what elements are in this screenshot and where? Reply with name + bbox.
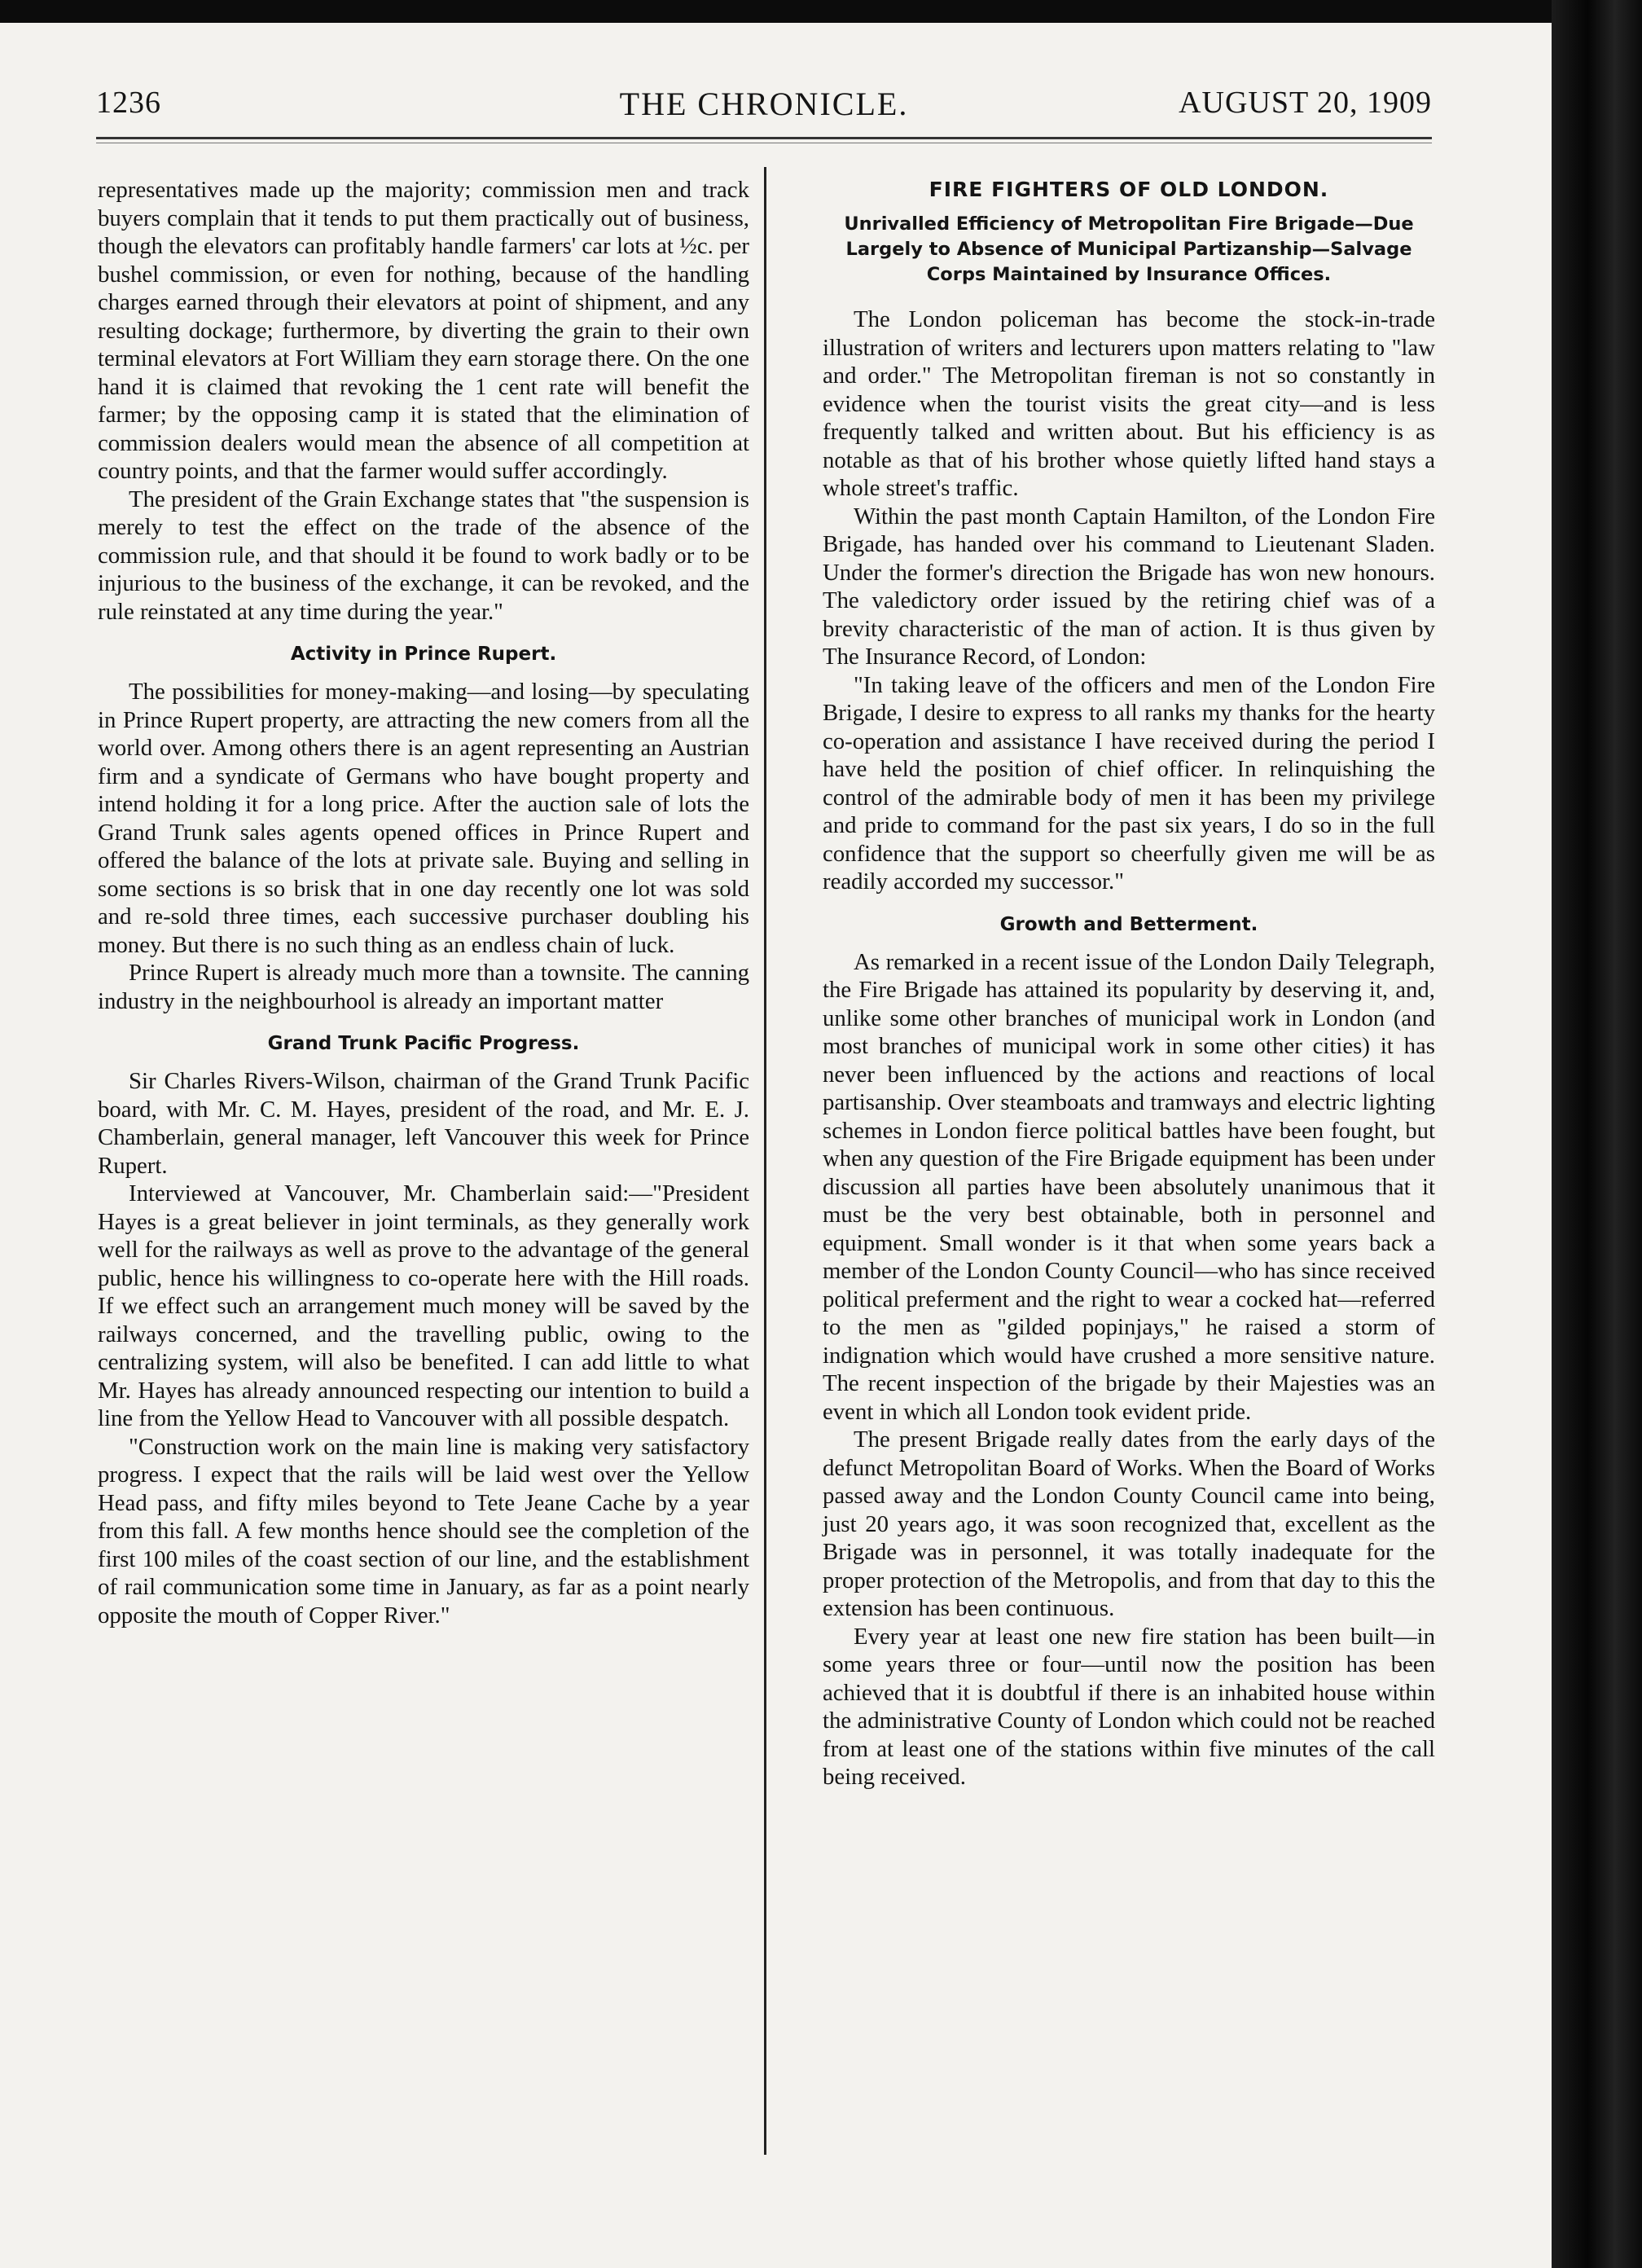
paragraph: representatives made up the majority; commission men and track buyers complain that it tends to put them practically out of business, though the elevators can profitably handle farmers' car lots at ½c. per bushel commission, or even for nothing, because of the handling charges earned through their elevators at point of shipment, and any resulting dockage; furthermore, by diverting the grain to their own terminal elevators at Fort William they earn storage there. On the one hand it is claimed that revoking the 1 cent rate will benefit the farmer; by the opposing camp it is stated that the elimination of commission dealers would mean the absence of all competition at country points, and that the farmer would suffer accordingly. (98, 177, 749, 484)
paragraph: Prince Rupert is already much more than a townsite. The canning industry in the neighbourhool is already an important matter (98, 960, 749, 1014)
paragraph: The president of the Grain Exchange states that "the suspension is merely to test the effect on the trade of the absence of the commission rule, and that should it be found to work badly or to be injurious to the business of the exchange, it can be revoked, and the rule reinstated at any time during the year." (98, 486, 749, 625)
section-heading-prince-rupert: Activity in Prince Rupert. (290, 644, 557, 665)
paragraph: Every year at least one new fire station has been built—in some years three or four—until now the position has been achieved that it is doubtful if there is an inhabited house within the administrative County of London which could not be reached from at least one of the stations within five minutes of the call being received. (823, 1623, 1435, 1790)
page-header (96, 78, 1432, 143)
paragraph: "In taking leave of the officers and men of the London Fire Brigade, I desire to express to all ranks my thanks for the hearty co-operation and assistance I have received during the period I have held the position of chief officer. In relinquishing the control of the admirable body of men it has been my privilege and pride to command for the past six years, I do so in the full confidence that the support so cheerfully given me will be as readily accorded my successor." (823, 671, 1435, 894)
paragraph: "Construction work on the main line is making very satisfactory progress. I expect that the rails will be laid west over the Yellow Head pass, and fifty miles beyond to Tete Jeane Cache by a year from this fall. A few months hence should see the completion of the first 100 miles of the coast section of our line, and the establishment of rail communication some time in January, as far as a point nearly opposite the mouth of Copper River." (98, 1433, 749, 1628)
column-divider (764, 167, 766, 2155)
header-rule (96, 137, 1432, 139)
article-subheadline: Unrivalled Efficiency of Metropolitan Fire Brigade—Due Largely to Absence of Municipal Partizanship—Salvage Corps Maintained by Insurance Offices. (844, 213, 1414, 285)
paragraph: Sir Charles Rivers-Wilson, chairman of the Grand Trunk Pacific board, with Mr. C. M. Hayes, president of the road, and Mr. E. J. Chamberlain, general manager, left Vancouver this week for Prince Rupert. (98, 1068, 749, 1179)
paragraph: The possibilities for money-making—and losing—by speculating in Prince Rupert property, are attracting the new comers from all the world over. Among others there is an agent representing an Austrian firm and a syndicate of Germans who have bought property and intend holding it for a long price. After the auction sale of lots the Grand Trunk sales agents opened offices in Prince Rupert and offered the balance of the lots at private sale. Buying and selling in some sections is so brisk that in one day recently one lot was sold and re-sold three times, each successive purchaser doubling his money. But there is no such thing as an endless chain of luck. (98, 679, 749, 958)
paragraph: As remarked in a recent issue of the London Daily Telegraph, the Fire Brigade has attained its popularity by deserving it, and, unlike some other branches of municipal work in London (and most branches of municipal work in some other cities) it has never been influenced by the actions and reactions of local partisanship. Over steamboats and tramways and electric lighting schemes in London fierce political battles have been fought, but when any question of the Fire Brigade equipment has been under discussion all parties have been absolutely unanimous that it must be the very best obtainable, both in personnel and equipment. Small wonder is it that when some years back a member of the London County Council—who has since received political preferment and the right to wear a cocked hat—referred to the men as "gilded popinjays," he raised a storm of indignation which would have crushed a more sensitive nature. The recent inspection of the brigade by their Majesties was an event in which all London took evident pride. (823, 948, 1435, 1425)
page-number: 1236 (96, 86, 161, 120)
paragraph: Interviewed at Vancouver, Mr. Chamberlain said:—"President Hayes is a great believer in joint terminals, as they generally work well for the railways as well as prove to the advantage of the general public, hence his willingness to co-operate here with the Hill roads. If we effect such an arrangement much money will be saved by the railways concerned, and the travelling public, owing to the centralizing system, will also be benefited. I can add little to what Mr. Hayes has already announced respecting our intention to build a line from the Yellow Head to Vancouver with all possible despatch. (98, 1180, 749, 1431)
issue-date: AUGUST 20, 1909 (1179, 86, 1432, 120)
paragraph: The present Brigade really dates from the early days of the defunct Metropolitan Board of Works. When the Board of Works passed away and the London County Council came into being, just 20 years ago, it was soon recognized that, excellent as the Brigade was in personnel, it was totally inadequate for the proper protection of the Metropolis, and from that day to this the extension has been continuous. (823, 1426, 1435, 1621)
article-headline: FIRE FIGHTERS OF OLD LONDON. (929, 178, 1329, 201)
book-spine-shadow (1552, 0, 1642, 2268)
publication-title: THE CHRONICLE. (619, 86, 909, 122)
right-column (823, 176, 1435, 1791)
left-column (98, 176, 749, 1629)
section-heading-growth: Growth and Betterment. (999, 913, 1258, 935)
paragraph: Within the past month Captain Hamilton, of the London Fire Brigade, has handed over his command to Lieutenant Sladen. Under the former's direction the Brigade has won new honours. The valedictory order issued by the retiring chief was of a brevity characteristic of the man of action. It is thus given by The Insurance Record, of London: (823, 503, 1435, 670)
section-heading-gtp-progress: Grand Trunk Pacific Progress. (267, 1033, 580, 1054)
paragraph: The London policeman has become the stock-in-trade illustration of writers and lecturers upon matters relating to "law and order." The Metropolitan fireman is not so constantly in evidence when the tourist visits the great city—and is less frequently talked and written about. But his efficiency is as notable as that of his brother whose quietly lifted hand stays a whole street's traffic. (823, 306, 1435, 501)
